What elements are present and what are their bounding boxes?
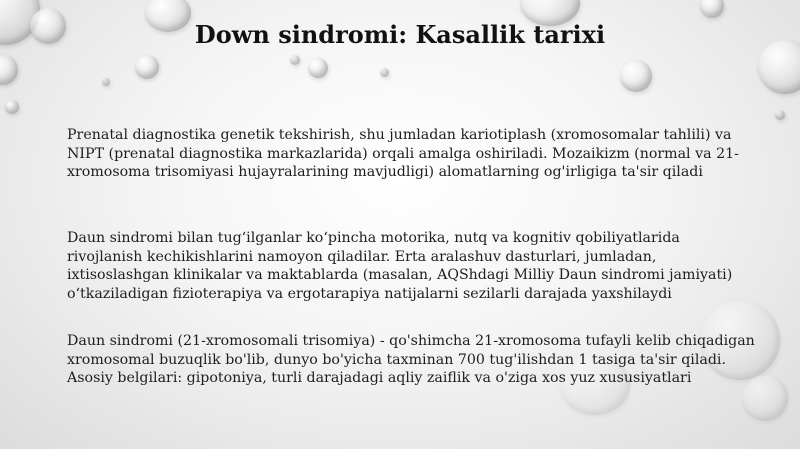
water-drop (775, 110, 785, 120)
water-drop (380, 68, 389, 77)
paragraph-definition: Daun sindromi (21-xromosomali trisomiya) - qo'shimcha 21-xromosoma tufayli kelib chiqadigan xromosomal buzuqlik bo'lib, dunyo bo'yicha taxminan 700 tug'ilishdan 1 tasiga ta'sir qiladi. Asosiy belgilari: gipotoniya, turli darajadagi aqliy zaiflik va o'ziga xos yuz xususiyatlari (67, 333, 755, 386)
slide-title: Down sindromi: Kasallik tarixi (194, 20, 606, 49)
paragraph-early-intervention: Daun sindromi bilan tug‘ilganlar ko‘pincha motorika, nutq va kognitiv qobiliyatlarida rivojlanish kechikishlarini namoyon qiladilar. Erta aralashuv dasturlari, jumladan, ixtisoslashgan klinikalar va maktablarda (masalan, AQShdagi Milliy Daun sindromi jamiyati) o‘tkaziladigan fizioterapiya va ergotarapiya natijalarni sezilarli darajada yaxshilaydi (67, 230, 733, 302)
water-drop (102, 78, 110, 86)
water-drop (700, 0, 724, 18)
water-drop (290, 55, 300, 65)
water-drop (308, 58, 328, 78)
water-drop (135, 55, 159, 79)
water-drop (620, 60, 652, 92)
water-drop (0, 55, 18, 85)
water-drop (5, 100, 19, 114)
paragraph-prenatal-diagnostics: Prenatal diagnostika genetik tekshirish, shu jumladan kariotiplash (xromosomalar tahlili) va NIPT (prenatal diagnostika markazlarida) orqali amalga oshiriladi. Mozaikizm (normal va 21-xromosoma trisomiyasi hujayralarining mavjudligi) alomatlarning og'irligiga ta'sir qiladi (67, 127, 739, 180)
